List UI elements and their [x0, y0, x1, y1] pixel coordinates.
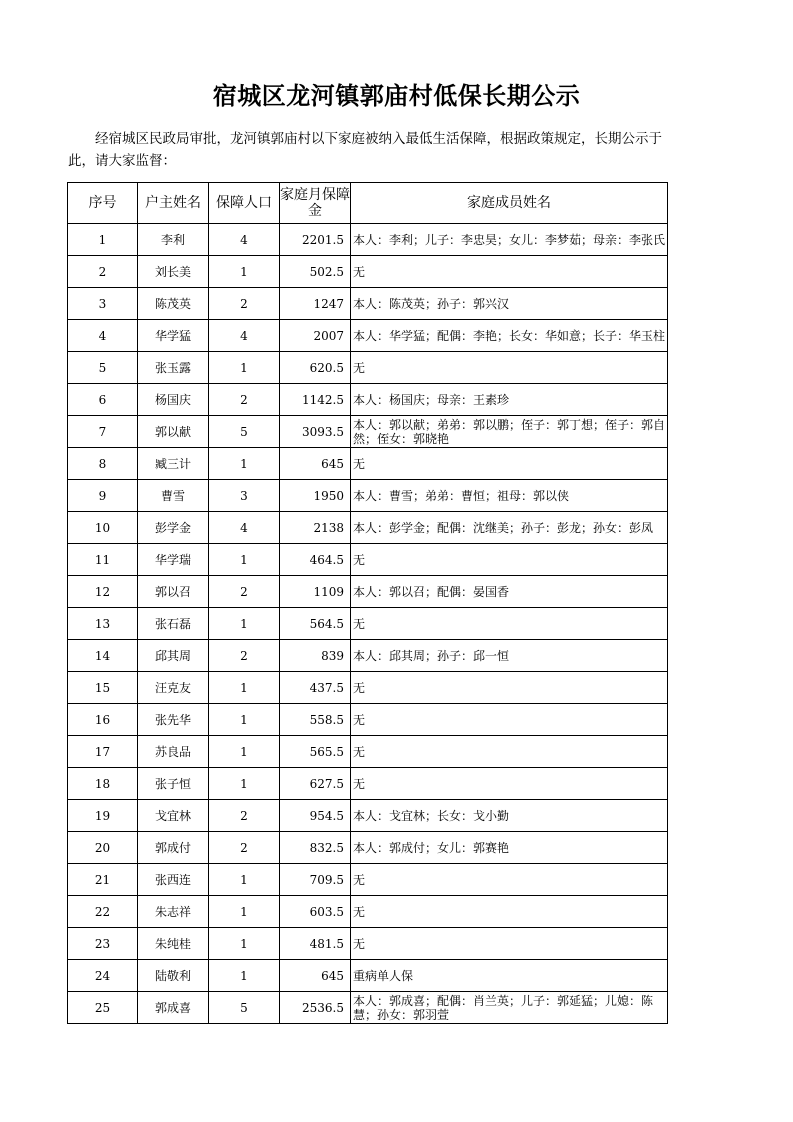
table-row: [68, 544, 668, 576]
cell-family-members: 本人：曹雪；弟弟：曹恒；祖母：郭以侠: [351, 480, 668, 512]
cell-family-members: 本人：彭学金；配偶：沈继美；孙子：彭龙；孙女：彭凤: [351, 512, 668, 544]
cell-household-head: 郭以献: [138, 416, 209, 448]
cell-household-head: 陈茂英: [138, 288, 209, 320]
cell-covered-count: 1: [209, 928, 280, 960]
cell-seq: 13: [68, 608, 138, 640]
cell-seq: 6: [68, 384, 138, 416]
header-monthly-amount: 家庭月保障 金: [280, 183, 351, 224]
cell-monthly-amount: 839: [280, 640, 351, 672]
cell-household-head: 朱纯桂: [138, 928, 209, 960]
cell-household-head: 张西连: [138, 864, 209, 896]
cell-household-head: 李利: [138, 224, 209, 256]
cell-household-head: 戈宜林: [138, 800, 209, 832]
cell-monthly-amount: 620.5: [280, 352, 351, 384]
cell-covered-count: 2: [209, 832, 280, 864]
cell-family-members: 无: [351, 608, 668, 640]
cell-family-members: 本人：李利；儿子：李忠昊；女儿：李梦茹；母亲：李张氏: [351, 224, 668, 256]
cell-family-members: 本人：邱其周；孙子：邱一恒: [351, 640, 668, 672]
cell-monthly-amount: 1142.5: [280, 384, 351, 416]
table-row: [68, 992, 668, 1024]
cell-seq: 16: [68, 704, 138, 736]
cell-monthly-amount: 437.5: [280, 672, 351, 704]
cell-seq: 20: [68, 832, 138, 864]
cell-seq: 8: [68, 448, 138, 480]
cell-monthly-amount: 564.5: [280, 608, 351, 640]
cell-monthly-amount: 627.5: [280, 768, 351, 800]
cell-seq: 15: [68, 672, 138, 704]
table-row: [68, 800, 668, 832]
cell-household-head: 曹雪: [138, 480, 209, 512]
cell-seq: 7: [68, 416, 138, 448]
cell-family-members: 无: [351, 896, 668, 928]
cell-household-head: 朱志祥: [138, 896, 209, 928]
cell-family-members: 无: [351, 768, 668, 800]
cell-seq: 11: [68, 544, 138, 576]
table-header-row: [68, 183, 668, 224]
cell-covered-count: 1: [209, 352, 280, 384]
cell-seq: 17: [68, 736, 138, 768]
cell-seq: 23: [68, 928, 138, 960]
table-row: [68, 832, 668, 864]
cell-covered-count: 1: [209, 544, 280, 576]
table-row: [68, 896, 668, 928]
table-row: [68, 576, 668, 608]
cell-monthly-amount: 645: [280, 448, 351, 480]
cell-household-head: 刘长美: [138, 256, 209, 288]
cell-family-members: 无: [351, 704, 668, 736]
cell-family-members: 本人：戈宜林；长女：戈小勤: [351, 800, 668, 832]
cell-family-members: 本人：郭以召；配偶：晏国香: [351, 576, 668, 608]
cell-monthly-amount: 1247: [280, 288, 351, 320]
cell-household-head: 华学瑞: [138, 544, 209, 576]
cell-covered-count: 4: [209, 320, 280, 352]
cell-covered-count: 1: [209, 736, 280, 768]
cell-family-members: 本人：华学猛；配偶：李艳；长女：华如意；长子：华玉柱: [351, 320, 668, 352]
cell-covered-count: 1: [209, 704, 280, 736]
cell-household-head: 邱其周: [138, 640, 209, 672]
cell-monthly-amount: 709.5: [280, 864, 351, 896]
cell-family-members: 无: [351, 544, 668, 576]
cell-seq: 5: [68, 352, 138, 384]
cell-family-members: 无: [351, 672, 668, 704]
cell-monthly-amount: 954.5: [280, 800, 351, 832]
cell-covered-count: 4: [209, 224, 280, 256]
header-household-head: 户主姓名: [138, 183, 209, 224]
table-row: [68, 288, 668, 320]
table-row: [68, 928, 668, 960]
cell-household-head: 张子恒: [138, 768, 209, 800]
cell-seq: 24: [68, 960, 138, 992]
cell-household-head: 苏良品: [138, 736, 209, 768]
cell-seq: 14: [68, 640, 138, 672]
table-row: [68, 416, 668, 448]
table-row: [68, 224, 668, 256]
cell-monthly-amount: 3093.5: [280, 416, 351, 448]
table-row: [68, 608, 668, 640]
table-row: [68, 736, 668, 768]
cell-seq: 2: [68, 256, 138, 288]
cell-covered-count: 2: [209, 640, 280, 672]
cell-seq: 22: [68, 896, 138, 928]
cell-monthly-amount: 2536.5: [280, 992, 351, 1024]
cell-covered-count: 1: [209, 448, 280, 480]
cell-household-head: 彭学金: [138, 512, 209, 544]
cell-household-head: 华学猛: [138, 320, 209, 352]
table-row: [68, 448, 668, 480]
cell-monthly-amount: 464.5: [280, 544, 351, 576]
cell-family-members: 重病单人保: [351, 960, 668, 992]
cell-monthly-amount: 832.5: [280, 832, 351, 864]
table-row: [68, 640, 668, 672]
cell-covered-count: 1: [209, 256, 280, 288]
cell-seq: 19: [68, 800, 138, 832]
cell-family-members: 无: [351, 256, 668, 288]
cell-seq: 21: [68, 864, 138, 896]
cell-household-head: 郭以召: [138, 576, 209, 608]
header-seq: 序号: [68, 183, 138, 224]
subsidy-table: [67, 182, 668, 1024]
cell-seq: 4: [68, 320, 138, 352]
table-row: [68, 352, 668, 384]
cell-household-head: 张先华: [138, 704, 209, 736]
cell-family-members: 无: [351, 736, 668, 768]
cell-family-members: 无: [351, 928, 668, 960]
cell-monthly-amount: 2138: [280, 512, 351, 544]
cell-covered-count: 1: [209, 608, 280, 640]
cell-covered-count: 2: [209, 576, 280, 608]
cell-household-head: 杨国庆: [138, 384, 209, 416]
cell-covered-count: 1: [209, 864, 280, 896]
cell-household-head: 郭成喜: [138, 992, 209, 1024]
cell-seq: 1: [68, 224, 138, 256]
cell-monthly-amount: 645: [280, 960, 351, 992]
intro-paragraph: 经宿城区民政局审批，龙河镇郭庙村以下家庭被纳入最低生活保障，根据政策规定，长期公示于此，请大家监督：: [68, 131, 662, 169]
page-title: 宿城区龙河镇郭庙村低保长期公示: [212, 82, 581, 110]
cell-family-members: 本人：杨国庆；母亲：王素珍: [351, 384, 668, 416]
cell-family-members: 本人：郭成喜；配偶：肖兰英；儿子：郭延猛；儿媳：陈慧；孙女：郭羽萱: [351, 992, 668, 1024]
cell-monthly-amount: 502.5: [280, 256, 351, 288]
cell-family-members: 本人：郭以献；弟弟：郭以鹏；侄子：郭丁想；侄子：郭自然；侄女：郭晓艳: [351, 416, 668, 448]
table-row: [68, 864, 668, 896]
cell-covered-count: 1: [209, 896, 280, 928]
table-row: [68, 960, 668, 992]
cell-covered-count: 1: [209, 672, 280, 704]
cell-covered-count: 2: [209, 288, 280, 320]
cell-seq: 9: [68, 480, 138, 512]
cell-household-head: 张玉露: [138, 352, 209, 384]
cell-covered-count: 1: [209, 768, 280, 800]
cell-covered-count: 2: [209, 800, 280, 832]
table-row: [68, 768, 668, 800]
cell-household-head: 陆敬利: [138, 960, 209, 992]
cell-seq: 18: [68, 768, 138, 800]
table-row: [68, 320, 668, 352]
table-row: [68, 384, 668, 416]
cell-monthly-amount: 565.5: [280, 736, 351, 768]
cell-covered-count: 5: [209, 992, 280, 1024]
cell-family-members: 无: [351, 352, 668, 384]
cell-household-head: 郭成付: [138, 832, 209, 864]
cell-seq: 12: [68, 576, 138, 608]
cell-household-head: 张石磊: [138, 608, 209, 640]
table-row: [68, 704, 668, 736]
cell-family-members: 本人：郭成付；女儿：郭赛艳: [351, 832, 668, 864]
table-row: [68, 480, 668, 512]
cell-covered-count: 2: [209, 384, 280, 416]
cell-seq: 25: [68, 992, 138, 1024]
cell-monthly-amount: 603.5: [280, 896, 351, 928]
cell-monthly-amount: 1950: [280, 480, 351, 512]
cell-seq: 3: [68, 288, 138, 320]
cell-seq: 10: [68, 512, 138, 544]
cell-covered-count: 4: [209, 512, 280, 544]
header-covered-count: 保障人口: [209, 183, 280, 224]
cell-monthly-amount: 481.5: [280, 928, 351, 960]
cell-household-head: 臧三计: [138, 448, 209, 480]
cell-monthly-amount: 558.5: [280, 704, 351, 736]
table-row: [68, 256, 668, 288]
table-body: [68, 224, 668, 1024]
cell-monthly-amount: 1109: [280, 576, 351, 608]
cell-family-members: 无: [351, 864, 668, 896]
cell-family-members: 无: [351, 448, 668, 480]
cell-household-head: 汪克友: [138, 672, 209, 704]
cell-covered-count: 1: [209, 960, 280, 992]
cell-covered-count: 3: [209, 480, 280, 512]
table-row: [68, 512, 668, 544]
header-family-members: 家庭成员姓名: [351, 183, 668, 224]
table-row: [68, 672, 668, 704]
cell-family-members: 本人：陈茂英；孙子：郭兴汉: [351, 288, 668, 320]
cell-covered-count: 5: [209, 416, 280, 448]
cell-monthly-amount: 2007: [280, 320, 351, 352]
cell-monthly-amount: 2201.5: [280, 224, 351, 256]
